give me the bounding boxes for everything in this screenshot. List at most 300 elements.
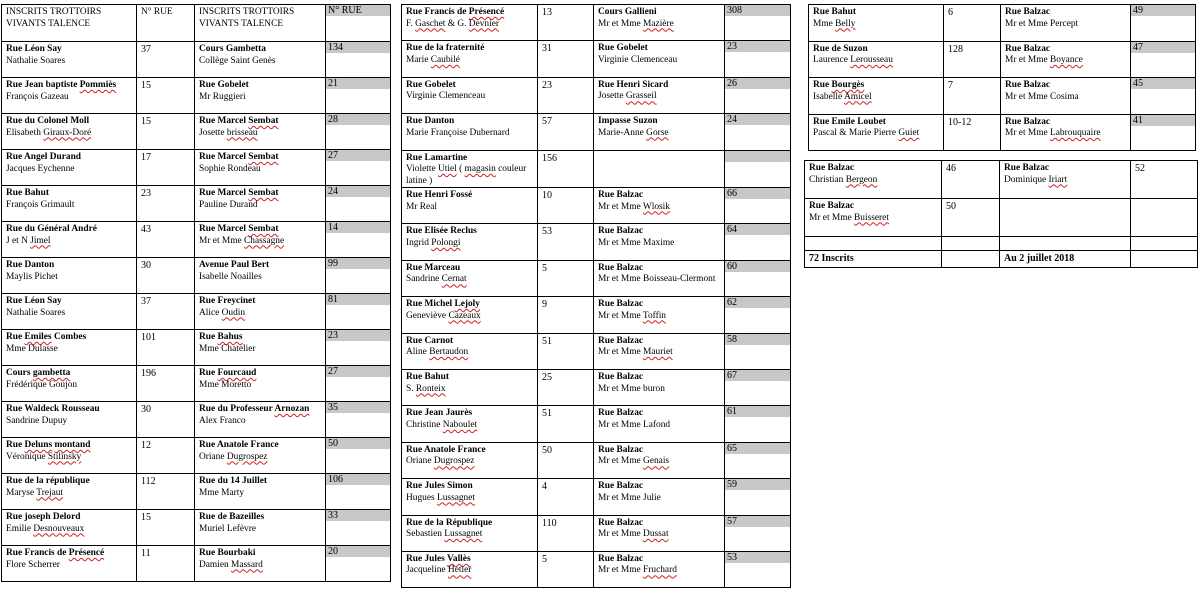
street-number: 53 <box>725 551 791 587</box>
street-name: Rue Jean Jaurès <box>406 408 473 419</box>
registrant-name: Jacques Eychenne <box>6 163 75 174</box>
street-number: 196 <box>137 366 195 402</box>
registrant-cell <box>1001 5 1131 42</box>
street-name: Rue Henri Fossé <box>406 190 473 201</box>
registrant-name: Nathalie Soares <box>6 307 66 318</box>
registrant-name: Mr et Mme Chassagne <box>199 235 285 246</box>
registrant-cell <box>2 366 137 402</box>
street-name: Rue Anatole France <box>199 440 279 450</box>
street-name: Rue du Professeur Arnozan <box>199 404 310 414</box>
street-name: Rue Balzac <box>598 408 644 419</box>
table-row <box>402 442 791 478</box>
street-number: 5 <box>538 260 594 296</box>
street-name: Rue Léon Say <box>6 44 62 54</box>
registrant-name: Mr et Mme Fruchard <box>598 565 677 576</box>
registrant-cell <box>402 551 538 587</box>
street-name: Rue Balzac <box>598 553 644 564</box>
registrant-cell <box>1000 199 1131 237</box>
registrant-cell <box>195 366 326 402</box>
registrant-name: S. Ronteix <box>406 383 446 394</box>
street-number: 67 <box>725 370 791 406</box>
street-number: 43 <box>137 222 195 258</box>
street-number: 37 <box>137 294 195 330</box>
street-name: Rue Waldeck Rousseau <box>6 404 100 414</box>
registrant-name: Sophie Rondeau <box>199 163 261 174</box>
street-name: Cours Gallieni <box>598 7 657 17</box>
street-name: Rue Danton <box>406 116 455 127</box>
street-name: Rue de Bazeilles <box>199 512 265 522</box>
registrant-name: Marie Françoise Dubernard <box>406 127 510 138</box>
registrant-name: Maryse Trejaut <box>6 487 64 498</box>
registrant-cell <box>2 42 137 78</box>
registrant-name: Isabelle Noailles <box>199 271 262 282</box>
street-number: 24 <box>725 114 791 150</box>
street-name: Rue Balzac <box>598 481 644 492</box>
registrant-name: Josette Grasseil <box>598 91 657 102</box>
registrant-cell <box>195 186 326 222</box>
street-name: Cours Gambetta <box>199 44 266 54</box>
registrant-name: Alex Franco <box>199 415 246 426</box>
table-row <box>402 150 791 188</box>
registration-count: 72 Inscrits <box>805 251 942 268</box>
street-number: 23 <box>137 186 195 222</box>
street-number: 52 <box>1131 161 1198 199</box>
registrant-cell <box>594 188 725 224</box>
street-name: Rue Marcel Sembat <box>199 116 279 126</box>
street-name: Rue du Colonel Moll <box>6 116 90 126</box>
registrant-cell <box>195 510 326 546</box>
street-number: 134 <box>326 42 391 78</box>
street-name: Rue Lamartine <box>406 152 468 163</box>
street-number: 112 <box>137 474 195 510</box>
street-number: 47 <box>1131 41 1196 78</box>
street-number: 37 <box>137 42 195 78</box>
street-number: 26 <box>725 77 791 113</box>
registrant-name: Mme Chatelier <box>199 343 256 354</box>
table-row <box>402 114 791 150</box>
registrant-name: Mr et Mme Genais <box>598 456 670 467</box>
registrant-name: Mr et Mme Mazière <box>598 18 674 29</box>
street-name: Rue Balzac <box>598 372 644 383</box>
street-name: Rue Gobelet <box>598 43 648 54</box>
registrant-cell <box>594 406 725 442</box>
registrant-name: Mr et Mme Dussat <box>598 529 669 540</box>
street-number: 12 <box>137 438 195 474</box>
street-name: Rue Jean baptiste Pommiès <box>6 80 117 90</box>
street-name: Rue Balzac <box>809 163 855 173</box>
registrant-name: Sebastien Lussagnet <box>406 529 483 540</box>
registrant-name: Jacqueline Hetier <box>406 565 472 576</box>
registrant-cell <box>809 78 944 115</box>
table-row <box>2 294 391 330</box>
street-number <box>1131 199 1198 237</box>
street-name: Rue Marceau <box>406 262 461 273</box>
registrant-cell <box>2 438 137 474</box>
registrant-cell <box>1000 161 1131 199</box>
registrant-cell <box>195 114 326 150</box>
header-title: INSCRITS TROTTOIRS VIVANTS TALENCE <box>2 5 137 42</box>
registrant-name: Muriel Lefèvre <box>199 523 257 534</box>
street-name: Rue Bahus <box>199 332 243 342</box>
registrant-cell <box>195 294 326 330</box>
registrant-name: Oriane Dugrospez <box>406 456 475 467</box>
registrant-cell <box>402 515 538 551</box>
registrant-name: Collège Saint Genès <box>199 55 276 66</box>
street-number: 17 <box>137 150 195 186</box>
table-row <box>2 78 391 114</box>
street-name: Avenue Paul Bert <box>199 260 270 270</box>
registrant-cell <box>594 150 725 188</box>
registrant-cell <box>594 41 725 77</box>
registrant-cell <box>805 199 942 237</box>
table-row <box>402 479 791 515</box>
registrations-table-3 <box>808 4 1196 151</box>
registrant-name: Virginie Clemenceau <box>406 91 486 102</box>
registrant-name: Alice Oudin <box>199 307 246 318</box>
registrant-name: Pauline Durand <box>199 199 258 210</box>
registrant-name: Sandrine Cernat <box>406 274 467 285</box>
registrations-table-1 <box>1 4 391 582</box>
registrant-name: Maylis Pichet <box>6 271 58 282</box>
street-name: Rue Balzac <box>598 226 644 237</box>
registrant-cell <box>594 442 725 478</box>
street-name: Rue Balzac <box>598 335 644 346</box>
street-name: Rue Balzac <box>1005 80 1051 90</box>
table-row <box>2 258 391 294</box>
table-row <box>2 546 391 582</box>
registrant-cell <box>2 114 137 150</box>
registrant-cell <box>594 370 725 406</box>
street-number <box>725 150 791 188</box>
street-number: 64 <box>725 224 791 260</box>
street-number: 51 <box>538 333 594 369</box>
street-number: 41 <box>1131 114 1196 151</box>
street-name: Rue Balzac <box>1005 7 1051 17</box>
registrant-cell <box>402 333 538 369</box>
street-number: 15 <box>137 114 195 150</box>
street-name: Rue Fourcaud <box>199 368 257 378</box>
street-name: Rue Marcel Sembat <box>199 152 279 162</box>
table-row <box>402 551 791 587</box>
registrant-name: Damien Massard <box>199 559 263 570</box>
registrant-name: Virginie Clemenceau <box>598 54 678 65</box>
registrant-cell <box>809 114 944 151</box>
registrant-cell <box>402 406 538 442</box>
street-name: Rue Elisée Reclus <box>406 226 477 237</box>
registrations-table-4 <box>804 160 1198 268</box>
registrant-cell <box>594 297 725 333</box>
street-name: Rue de la république <box>6 476 90 486</box>
street-number: 61 <box>725 406 791 442</box>
registrant-cell <box>594 5 725 41</box>
table-row <box>2 330 391 366</box>
street-name: Rue Balzac <box>809 201 855 211</box>
registrant-cell <box>195 42 326 78</box>
registrant-cell <box>402 442 538 478</box>
registrant-name: Elisabeth Giraux-Doré <box>6 127 92 138</box>
registrant-name: F. Gaschet & G. Devnier <box>406 18 499 29</box>
table-row <box>805 199 1198 237</box>
registrant-cell <box>594 333 725 369</box>
registrant-name: Christian Bergeon <box>809 174 878 185</box>
registrant-cell <box>805 161 942 199</box>
street-name: Rue Freycinet <box>199 296 256 306</box>
registrant-cell <box>2 294 137 330</box>
registrant-cell <box>2 510 137 546</box>
registrant-cell <box>402 5 538 41</box>
street-name: Rue Balzac <box>598 517 644 528</box>
street-name: Rue de la fraternité <box>406 43 485 54</box>
registrant-cell <box>402 479 538 515</box>
registrant-name: Aline Bertaudon <box>406 347 469 358</box>
street-number: 33 <box>326 510 391 546</box>
street-number: 20 <box>326 546 391 582</box>
street-number: 9 <box>538 297 594 333</box>
table-row <box>2 114 391 150</box>
registrant-cell <box>402 297 538 333</box>
registrant-cell <box>402 41 538 77</box>
street-number: 50 <box>538 442 594 478</box>
street-number: 128 <box>944 41 1001 78</box>
street-name: Rue Carnot <box>406 335 454 346</box>
header-title: INSCRITS TROTTOIRS VIVANTS TALENCE <box>195 5 326 42</box>
street-number: 5 <box>538 551 594 587</box>
registrant-cell <box>402 224 538 260</box>
registrant-name: François Gazeau <box>6 91 69 102</box>
table-row <box>2 42 391 78</box>
registrant-name: Christine Naboulet <box>406 419 478 430</box>
street-number: 66 <box>725 188 791 224</box>
header-row <box>2 5 391 42</box>
table-row <box>2 222 391 258</box>
street-number: 50 <box>326 438 391 474</box>
registrant-name: Nathalie Soares <box>6 55 66 66</box>
registrations-table-2 <box>401 4 791 588</box>
street-name: Rue Balzac <box>1005 116 1051 127</box>
registrant-name: Frédérique Goujon <box>6 379 78 390</box>
street-name: Rue Balzac <box>598 444 644 455</box>
street-number: 51 <box>538 406 594 442</box>
street-name: Rue Francis de Présencé <box>406 7 505 17</box>
registrant-name: Mr et Mme Boyance <box>1005 55 1083 65</box>
street-number: 58 <box>725 333 791 369</box>
registrant-name: Flore Scherrer <box>6 559 60 570</box>
street-name: Rue Marcel Sembat <box>199 224 279 234</box>
street-number: 6 <box>944 5 1001 42</box>
registrant-name: Geneviève Cazeaux <box>406 310 481 321</box>
street-name: Rue Marcel Sembat <box>199 188 279 198</box>
street-number: 106 <box>326 474 391 510</box>
street-name: Rue Balzac <box>598 262 644 273</box>
registrant-cell <box>809 5 944 42</box>
street-number: 308 <box>725 5 791 41</box>
street-number: 27 <box>326 150 391 186</box>
registrant-cell <box>195 78 326 114</box>
table-row <box>2 402 391 438</box>
registrant-name: Mme Belly <box>813 18 856 29</box>
registrant-cell <box>195 222 326 258</box>
street-name: Rue joseph Delord <box>6 512 81 522</box>
registrant-name: Pascal & Marie Pierre Guiet <box>813 128 920 138</box>
registrant-name: Mr et Mme Julie <box>598 492 661 503</box>
registrant-cell <box>402 150 538 188</box>
registrant-name: Oriane Dugrospez <box>199 451 268 462</box>
street-number: 62 <box>725 297 791 333</box>
table-row <box>2 474 391 510</box>
registrant-cell <box>402 370 538 406</box>
table-row <box>2 186 391 222</box>
street-number: 30 <box>137 402 195 438</box>
registrant-name: Mr Real <box>406 201 437 212</box>
registrant-cell <box>2 402 137 438</box>
registrant-name: Mr et Mme Boisseau-Clermont <box>598 274 716 285</box>
registrant-cell <box>195 474 326 510</box>
street-number: 15 <box>137 510 195 546</box>
registrant-name: Mr et Mme Wlosik <box>598 201 670 212</box>
street-name: Rue Jules Vallès <box>406 553 471 564</box>
table-row <box>402 260 791 296</box>
registrant-name: Mr et Mme Maxime <box>598 237 675 248</box>
registrant-cell <box>2 78 137 114</box>
street-name: Rue de Suzon <box>813 43 868 54</box>
registrant-name: Mr et Mme Buisseret <box>809 212 889 223</box>
registrant-cell <box>195 546 326 582</box>
registrant-name: J et N Jimel <box>6 235 51 246</box>
street-name: Rue Balzac <box>1004 163 1050 173</box>
registrant-cell <box>1001 114 1131 151</box>
table-row <box>805 161 1198 199</box>
registrant-cell <box>195 258 326 294</box>
registrant-name: Mr et Mme Percept <box>1005 18 1079 29</box>
registrant-name: Mr et Mme buron <box>598 383 665 394</box>
street-number: 101 <box>137 330 195 366</box>
street-name: Rue du 14 Juillet <box>199 476 267 486</box>
registrant-cell <box>195 402 326 438</box>
registrant-name: Véronique Stilinsky <box>6 451 82 462</box>
registrant-cell <box>195 150 326 186</box>
street-name: Rue Danton <box>6 260 55 270</box>
street-number: 57 <box>538 114 594 150</box>
street-name: Rue Henri Sicard <box>598 79 669 90</box>
street-number: 45 <box>1131 78 1196 115</box>
registrant-cell <box>1001 78 1131 115</box>
street-number: 10-12 <box>944 114 1001 151</box>
table-row <box>402 370 791 406</box>
registrant-name: Isabelle Amicel <box>813 91 872 102</box>
street-name: Rue Bourbaki <box>199 548 256 558</box>
street-name: Rue Bahut <box>813 7 856 17</box>
street-number: 35 <box>326 402 391 438</box>
street-number: 110 <box>538 515 594 551</box>
registrant-name: Mme Marty <box>199 487 245 498</box>
table-row <box>809 78 1196 115</box>
street-number: 23 <box>538 77 594 113</box>
street-number: 156 <box>538 150 594 188</box>
registrant-cell <box>594 551 725 587</box>
street-name: Rue Gobelet <box>406 79 456 90</box>
registrant-cell <box>594 260 725 296</box>
street-number: 25 <box>538 370 594 406</box>
registrant-cell <box>2 330 137 366</box>
registrant-cell <box>402 188 538 224</box>
registrant-name: Mr et Mme Toffin <box>598 310 666 321</box>
registrant-name: François Grimault <box>6 199 75 210</box>
table-row <box>402 406 791 442</box>
registrant-cell <box>402 77 538 113</box>
registrant-cell <box>2 150 137 186</box>
street-name: Rue Gobelet <box>199 80 249 90</box>
street-number: 23 <box>725 41 791 77</box>
spacer-row <box>805 237 1198 251</box>
street-name: Rue Bahut <box>6 188 49 198</box>
registrant-name: Hugues Lussagnet <box>406 492 476 503</box>
registrant-name: Dominique Iriart <box>1004 174 1068 185</box>
street-name: Rue Balzac <box>598 299 644 310</box>
table-row <box>2 150 391 186</box>
street-number: 28 <box>326 114 391 150</box>
table-row <box>809 41 1196 78</box>
street-name: Rue du Général André <box>6 224 97 234</box>
street-name: Rue Michel Lejoly <box>406 299 480 310</box>
street-name: Rue Jules Simon <box>406 481 473 492</box>
street-number: 53 <box>538 224 594 260</box>
registrant-name: Mr et Mme Mauriet <box>598 347 673 358</box>
street-number: 60 <box>725 260 791 296</box>
street-name: Cours gambetta <box>6 368 71 378</box>
table-row <box>2 438 391 474</box>
registrant-cell <box>402 114 538 150</box>
table-row <box>402 77 791 113</box>
table-row <box>402 5 791 41</box>
street-name: Rue Angel Durand <box>6 152 82 162</box>
street-name: Rue Bourgès <box>813 80 865 90</box>
registrant-name: Sandrine Dupuy <box>6 415 68 426</box>
registrant-cell <box>2 546 137 582</box>
street-number: 24 <box>326 186 391 222</box>
street-number: 13 <box>538 5 594 41</box>
registrant-name: Mr et Mme Lafond <box>598 419 671 430</box>
street-number: 57 <box>725 515 791 551</box>
street-name: Rue Anatole France <box>406 444 486 455</box>
street-number: 49 <box>1131 5 1196 42</box>
registrant-name: Josette brisseau <box>199 127 258 138</box>
registrant-name: Mme Dulasse <box>6 343 58 354</box>
table-row <box>809 114 1196 151</box>
registrant-name: Laurence Lerousseau <box>813 55 893 65</box>
table-row <box>402 41 791 77</box>
registrant-cell <box>195 438 326 474</box>
table-row <box>402 188 791 224</box>
street-number: 4 <box>538 479 594 515</box>
table-row <box>402 224 791 260</box>
street-number: 59 <box>725 479 791 515</box>
street-number: 21 <box>326 78 391 114</box>
registrant-name: Mr et Mme Cosima <box>1005 91 1079 102</box>
registrant-name: Emilie Desnouveaux <box>6 523 85 534</box>
street-number: 99 <box>326 258 391 294</box>
table-row <box>2 510 391 546</box>
registrant-name: Marie Caubilé <box>406 54 460 65</box>
street-name: Rue de la République <box>406 517 493 528</box>
registrant-name: Mr et Mme Labrouquaire <box>1005 128 1101 138</box>
street-name: Rue Léon Say <box>6 296 62 306</box>
registrant-name: Violette Utiel ( magasin couleur latine ) <box>406 164 527 186</box>
footer-row <box>805 251 1198 268</box>
street-number: 81 <box>326 294 391 330</box>
registrant-cell <box>2 258 137 294</box>
street-name: Rue Bahut <box>406 372 449 383</box>
registrant-cell <box>809 41 944 78</box>
